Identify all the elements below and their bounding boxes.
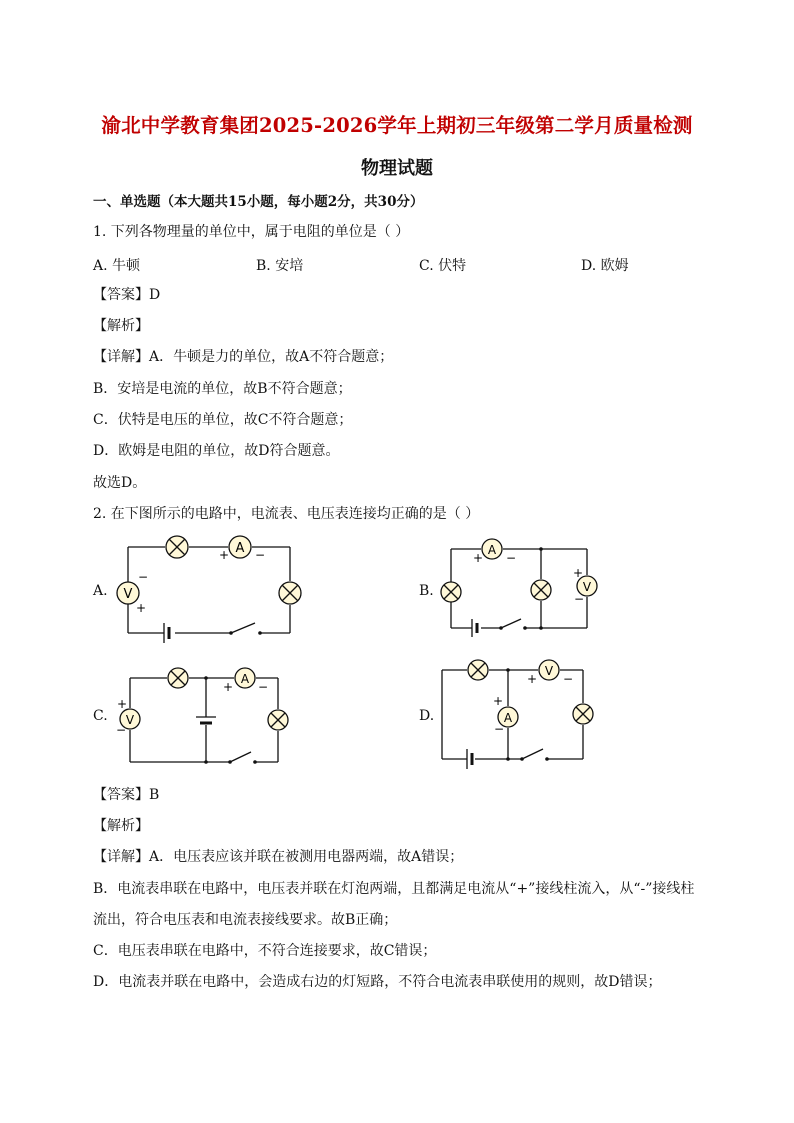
page-subtitle: 物理试题	[361, 158, 433, 179]
svg-text:V: V	[582, 580, 592, 594]
circuit-diagram-c	[110, 664, 300, 770]
lamp-icon	[441, 582, 461, 602]
minus-terminal-label: −	[494, 722, 505, 736]
minus-terminal-label: −	[255, 548, 266, 562]
q2-detail-line: 流出，符合电压表和电流表接线要求。故B正确；	[93, 912, 398, 928]
q2-stem: 2. 在下图所示的电路中，电流表、电压表连接均正确的是（ ）	[93, 506, 480, 522]
q2-answer: 【答案】B	[93, 787, 160, 803]
minus-terminal-label: −	[138, 570, 149, 584]
circuit-label-c: C.	[93, 708, 108, 724]
q1-analysis-label: 【解析】	[93, 318, 149, 334]
plus-terminal-label: +	[117, 697, 128, 711]
q2-detail-line: D．电流表并联在电路中，会造成右边的灯短路，不符合电流表串联使用的规则，故D错误；	[93, 974, 662, 990]
q1-option-b: B. 安培	[256, 258, 304, 274]
q1-detail-line: B．安培是电流的单位，故B不符合题意；	[93, 381, 352, 397]
minus-terminal-label: −	[258, 680, 269, 694]
minus-terminal-label: −	[116, 723, 127, 737]
circuit-diagram-d	[430, 655, 605, 773]
plus-terminal-label: +	[223, 680, 234, 694]
svg-text:V: V	[123, 587, 133, 602]
circuit-label-d: D.	[419, 708, 435, 724]
plus-terminal-label: +	[493, 694, 504, 708]
q1-detail-line: C．伏特是电压的单位，故C不符合题意；	[93, 412, 353, 428]
ammeter-icon	[235, 668, 255, 688]
lamp-icon	[166, 536, 188, 558]
q2-detail-line: C．电压表串联在电路中，不符合连接要求，故C错误；	[93, 943, 437, 959]
svg-text:A: A	[235, 541, 245, 556]
lamp-icon	[268, 710, 288, 730]
plus-terminal-label: +	[573, 566, 584, 580]
q1-answer: 【答案】D	[93, 287, 161, 303]
plus-terminal-label: +	[473, 551, 484, 565]
circuit-diagram-b	[430, 536, 600, 644]
q2-detail-line: 【详解】A．电压表应该并联在被测用电器两端，故A错误；	[93, 849, 464, 865]
q1-stem: 1. 下列各物理量的单位中，属于电阻的单位是（ ）	[93, 224, 410, 240]
svg-text:V: V	[125, 713, 135, 727]
lamp-icon	[279, 582, 301, 604]
lamp-icon	[468, 660, 488, 680]
plus-terminal-label: +	[136, 601, 147, 615]
svg-text:A: A	[240, 672, 250, 686]
q2-detail-line: B．电流表串联在电路中，电压表并联在灯泡两端，且都满足电流从“+”接线柱流入，从“-”接线柱	[93, 881, 695, 897]
q1-option-c: C. 伏特	[419, 258, 467, 274]
ammeter-icon	[482, 539, 502, 559]
svg-text:V: V	[544, 664, 554, 678]
plus-terminal-label: +	[219, 548, 230, 562]
q1-detail-line: 【详解】A．牛顿是力的单位，故A不符合题意；	[93, 349, 394, 365]
svg-text:A: A	[503, 711, 513, 725]
page-title: 渝北中学教育集团2025-2026学年上期初三年级第二学月质量检测	[101, 114, 693, 137]
q1-option-a: A. 牛顿	[93, 258, 141, 274]
lamp-icon	[531, 580, 551, 600]
minus-terminal-label: −	[506, 551, 517, 565]
minus-terminal-label: −	[563, 672, 574, 686]
section-heading: 一、单选题（本大题共15小题，每小题2分，共30分）	[93, 194, 424, 210]
q1-detail-line: D．欧姆是电阻的单位，故D符合题意。	[93, 443, 340, 459]
circuit-label-a: A.	[93, 583, 108, 599]
ammeter-icon	[229, 536, 251, 558]
lamp-icon	[573, 704, 593, 724]
voltmeter-icon	[539, 660, 559, 680]
q1-option-d: D. 欧姆	[581, 258, 629, 274]
circuit-label-b: B.	[419, 583, 434, 599]
plus-terminal-label: +	[527, 672, 538, 686]
minus-terminal-label: −	[574, 592, 585, 606]
q2-analysis-label: 【解析】	[93, 818, 149, 834]
q1-detail-line: 故选D。	[93, 475, 147, 491]
lamp-icon	[168, 668, 188, 688]
circuit-diagram-a	[100, 530, 310, 645]
svg-text:A: A	[487, 543, 497, 557]
